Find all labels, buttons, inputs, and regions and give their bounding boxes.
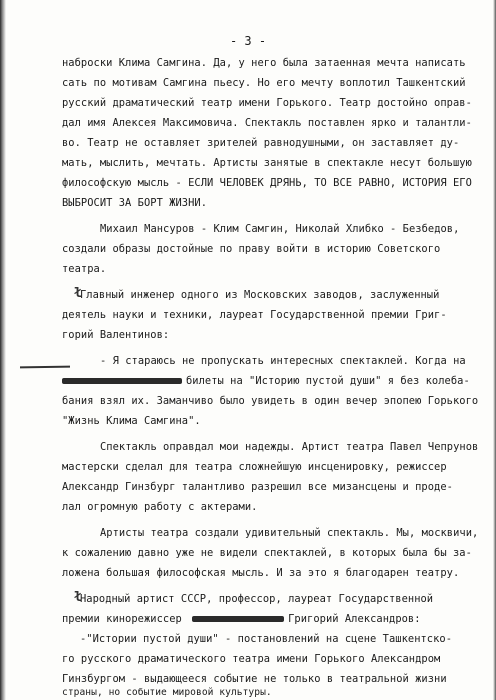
text-line: во. Театр не оставляет зрителей равнодушными, он заставляет ду-	[62, 137, 460, 149]
text-line: философскую мысль - ЕСЛИ ЧЕЛОВЕК ДРЯНЬ, ТО ВСЕ РАВНО, ИСТОРИЯ ЕГО	[62, 177, 472, 189]
text-line: мать, мыслить, мечтать. Артисты занятые в спектакле несут большую	[62, 157, 472, 169]
text-line	[62, 374, 470, 388]
text-line-content: Григорий Александров:	[288, 613, 421, 625]
text-line: к сожалению давно уже не видели спектаклей, в которых была бы за-	[62, 547, 472, 559]
text-line: театра.	[62, 263, 107, 275]
text-line: Народный артист СССР, профессор, лауреат Государственной	[80, 593, 434, 605]
text-line-content: премии кинорежиссер	[62, 613, 182, 625]
text-line: деятель науки и техники, лауреат Государственной премии Григ-	[62, 309, 447, 321]
redacted-text	[62, 378, 182, 384]
handwritten-mark: ł	[74, 590, 82, 605]
text-line: го русского драматического театра имени Горького Александром	[62, 653, 441, 665]
text-line: создали образы достойные по праву войти в историю Советского	[62, 243, 441, 255]
text-line	[62, 612, 421, 626]
text-line: мастерски сделал для театра сложнейшую инсценировку, режиссер	[62, 461, 447, 473]
text-line: сать по мотивам Самгина пьесу. Но его мечту воплотил Ташкентский	[62, 77, 466, 89]
text-line: дал имя Алексея Максимовича. Спектакль поставлен ярко и талантли-	[62, 117, 472, 129]
text-line: Александр Гинзбург талантливо разрешил все мизансцены и проде-	[62, 481, 453, 493]
text-line: Спектакль оправдал мои надежды. Артист театра Павел Чепрунов	[100, 441, 479, 453]
text-line: Артисты театра создали удивительный спектакль. Мы, москвичи,	[100, 527, 479, 539]
text-line: страны, но событие мировой культуры.	[62, 687, 272, 698]
scan-edge-shadow	[0, 0, 6, 700]
text-line: Михаил Мансуров - Клим Самгин, Николай Хлибко - Безбедов,	[100, 223, 460, 235]
text-line: Гинзбургом - выдающееся событие не только в театральной жизни	[62, 673, 447, 685]
text-line: ВЫБРОСИТ ЗА БОРТ ЖИЗНИ.	[62, 197, 208, 209]
text-line: горий Валентинов:	[62, 329, 170, 341]
handwritten-mark: ł	[74, 286, 82, 301]
text-line-content: билеты на "Историю пустой души" я без колеба-	[186, 375, 470, 387]
text-line: наброски Клима Самгина. Да, у него была затаенная мечта написать	[62, 57, 466, 69]
text-line: "Жизнь Клима Самгина".	[62, 415, 201, 427]
text-line: русский драматический театр имени Горького. Театр достойно оправ-	[62, 97, 472, 109]
text-line: Главный инженер одного из Московских заводов, заслуженный	[80, 289, 440, 301]
text-line: ложена большая философская мысль. И за это я благодарен театру.	[62, 567, 460, 579]
margin-strike-mark	[20, 366, 70, 369]
page-number: - 3 -	[229, 34, 267, 48]
text-line: -"Истории пустой души" - постановлений на сцене Ташкентско-	[80, 633, 453, 645]
text-line: лал огромную работу с актерами.	[62, 501, 258, 513]
text-line: бания взял их. Заманчиво было увидеть в один вечер эпопею Горького	[62, 395, 479, 407]
text-line: - Я стараюсь не пропускать интересных спектаклей. Когда на	[100, 355, 466, 367]
redacted-text	[192, 616, 284, 622]
